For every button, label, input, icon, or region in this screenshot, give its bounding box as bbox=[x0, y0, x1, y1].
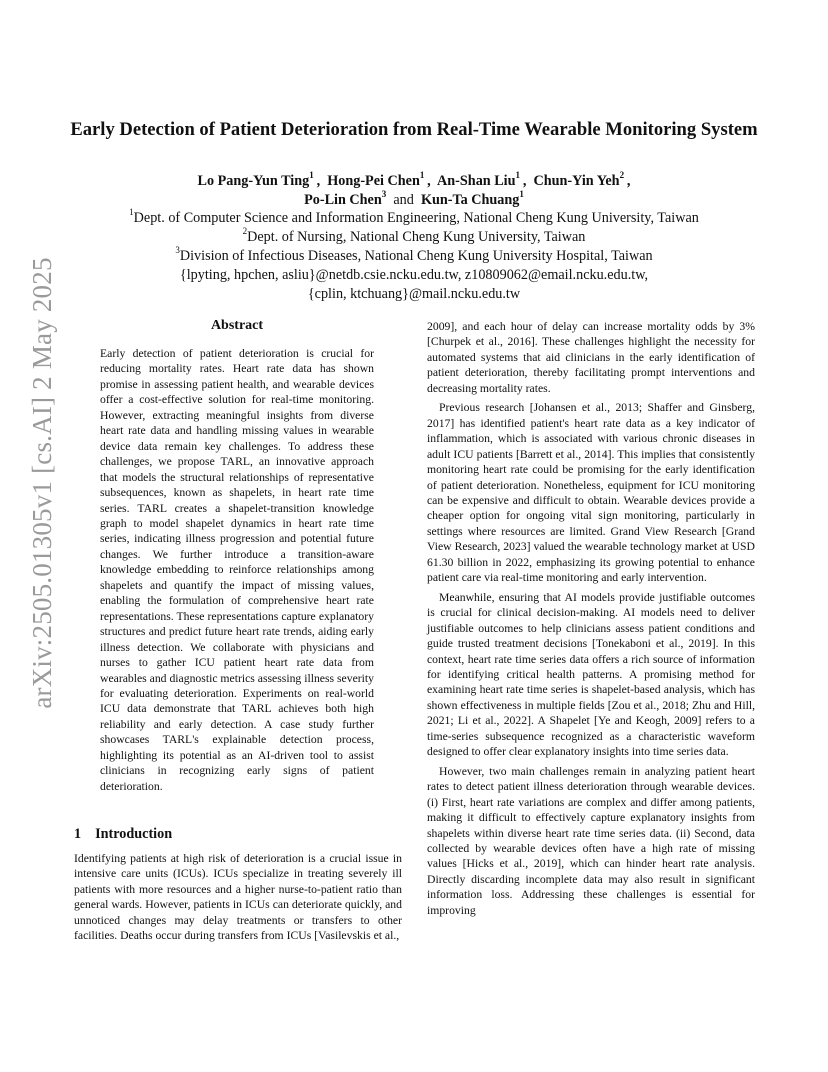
affil-marker: 2 bbox=[619, 170, 625, 181]
affil-marker: 3 bbox=[381, 189, 387, 200]
affil-marker: 1 bbox=[515, 170, 521, 181]
section-number: 1 bbox=[74, 826, 82, 842]
author-name: Lo Pang-Yun Ting bbox=[197, 173, 310, 189]
authors-line-2 bbox=[60, 191, 768, 210]
affiliation-line bbox=[60, 247, 768, 266]
affiliation-text: Dept. of Nursing, National Cheng Kung University, Taiwan bbox=[247, 229, 586, 245]
affiliations bbox=[60, 209, 768, 304]
email-line: {cplin, ktchuang}@mail.ncku.edu.tw bbox=[307, 286, 521, 302]
section-heading bbox=[74, 826, 172, 843]
affil-marker: 1 bbox=[309, 170, 314, 181]
abstract-heading: Abstract bbox=[210, 318, 264, 333]
author-list bbox=[60, 172, 768, 210]
authors-line-1: Lo Pang-Yun Ting$^1$ , Hong-Pei Chen$^1$ , An-Shan Liu$^1$ , Chun-Yin Yeh$^2$ , bbox=[197, 170, 631, 189]
affil-marker: 1 bbox=[129, 207, 134, 218]
author-name: An-Shan Liu bbox=[437, 173, 516, 189]
affiliation-text: Division of Infectious Diseases, National Cheng Kung University Hospital, Taiwan bbox=[179, 248, 653, 264]
affiliation-line bbox=[60, 228, 768, 247]
affiliation-text: Dept. of Computer Science and Information Engineering, National Cheng Kung University, Taiwan bbox=[133, 210, 699, 226]
body-paragraph: However, two main challenges remain in analyzing patient heart rates to detect patient illness deterioration through wearable devices. (i) First, heart rate variations are complex and differ among patients, making it difficult to effectively capture explanatory insights from shapelets within diverse heart rate time series data. (ii) Second, data collected by wearable devices often have a high rate of missing values [Hicks et al., 2019], which can hinder heart rate analysis. Directly discarding incomplete data may also result in significant information loss. Addressing these challenges is essential for improving bbox=[427, 764, 755, 917]
affiliation-line bbox=[60, 209, 768, 228]
intro-body bbox=[74, 851, 402, 944]
author-name: Chun-Yin Yeh bbox=[533, 173, 620, 189]
abstract-body bbox=[100, 346, 374, 794]
affil-marker: 1 bbox=[419, 170, 425, 181]
affil-marker: 2 bbox=[242, 226, 248, 237]
paper-title: Early Detection of Patient Deterioration from Real-Time Wearable Monitoring System bbox=[70, 119, 758, 140]
author-name: Po-Lin Chen bbox=[304, 192, 382, 208]
body-paragraph: Identifying patients at high risk of deterioration is a crucial issue in intensive care units (ICUs). ICUs specialize in treating severely ill patients with more resources and a higher nurse-to-patient ratio than general wards. However, patients in ICUs can deteriorate quickly, and unnoticed changes may delay treatments or transfers to other facilities. Deaths occur during transfers from ICUs [Vasilevskis et al., bbox=[74, 852, 402, 943]
arxiv-identifier: arXiv:2505.01305v1 [cs.AI] 2 May 2025 bbox=[27, 257, 57, 709]
abstract-paragraph: Early detection of patient deterioration is crucial for reducing mortality rates. Heart rate data has shown promise in assessing patient health, and wearable devices offer a cost-effective solution for real-time monitoring. However, extracting meaningful insights from diverse heart rate data and handling missing values in wearable device data remain key challenges. To address these challenges, we propose TARL, an innovative approach that models the structural relationships of representative subsequences, known as shapelets, in heart rate time series. TARL creates a shapelet-transition knowledge graph to model shapelet dynamics in heart rate time series, indicating illness progression and potential future changes. We further introduce a transition-aware knowledge embedding to reinforce relationships among shapelets and quantify the impact of missing values, enabling the formulation of comprehensive heart rate representations. These representations capture explanatory structures and predict future heart rate trends, aiding early illness detection. We collaborate with physicians and nurses to gather ICU patient heart rate data from wearables and diagnostic metrics assessing illness severity for evaluating deterioration. Experiments on real-world ICU data demonstrate that TARL achieves both high reliability and early detection. A case study further showcases TARL's explainable detection process, highlighting its potential as an AI-driven tool to assist clinicians in recognizing early signs of patient deterioration. bbox=[100, 347, 374, 793]
affil-marker: 3 bbox=[175, 245, 180, 256]
affil-marker: 1 bbox=[519, 189, 524, 200]
body-paragraph: Meanwhile, ensuring that AI models provide justifiable outcomes is crucial for clinical decision-making. AI models need to deliver justifiable outcomes to help clinicians assess patient conditions and guide trusted treatment decisions [Tonekaboni et al., 2019]. In this context, heart rate time series data offers a rich source of information for identifying critical health patterns. A promising method for examining heart rate time series is shapelet-based analysis, which has shown effectiveness in multiple fields [Zou et al., 2018; Zhu and Hill, 2021; Li et al., 2022]. A Shapelet [Ye and Keogh, 2009] refers to a time-series subsequence recognized as a characteristic waveform designed to offer clear explanatory insights into time series data. bbox=[427, 590, 755, 759]
and-word: and bbox=[393, 192, 414, 208]
body-paragraph: 2009], and each hour of delay can increase mortality odds by 3% [Churpek et al., 2016]. These challenges highlight the necessity for automated systems that aid clinicians in the early identification of patient deterioration, thereby facilitating prompt interventions and decreasing mortality rates. bbox=[427, 320, 755, 395]
body-paragraph: Previous research [Johansen et al., 2013; Shaffer and Ginsberg, 2017] has identified patient's heart rate data as a key indicator of inflammation, which is associated with various chronic diseases in adult ICU patients [Barrett et al., 2014]. This implies that consistently monitoring heart rate could be promising for the early identification of patient deterioration. Nonetheless, equipment for ICU monitoring can be expensive and difficult to obtain. Wearable devices provide a cheaper option for ongoing vital sign monitoring, particularly in settings where resources are limited. Grand View Research [Grand View Research, 2023] valued the wearable technology market at USD 61.30 billion in 2022, emphasizing its growing potential to enhance patient care via real-time monitoring and early intervention. bbox=[427, 401, 755, 585]
section-title: Introduction bbox=[95, 826, 173, 842]
email-line: {lpyting, hpchen, asliu}@netdb.csie.ncku.edu.tw, z10809062@email.ncku.edu.tw, bbox=[179, 267, 649, 283]
author-name: Hong-Pei Chen bbox=[327, 173, 420, 189]
right-column bbox=[427, 319, 755, 922]
author-name: Kun-Ta Chuang bbox=[420, 192, 520, 208]
